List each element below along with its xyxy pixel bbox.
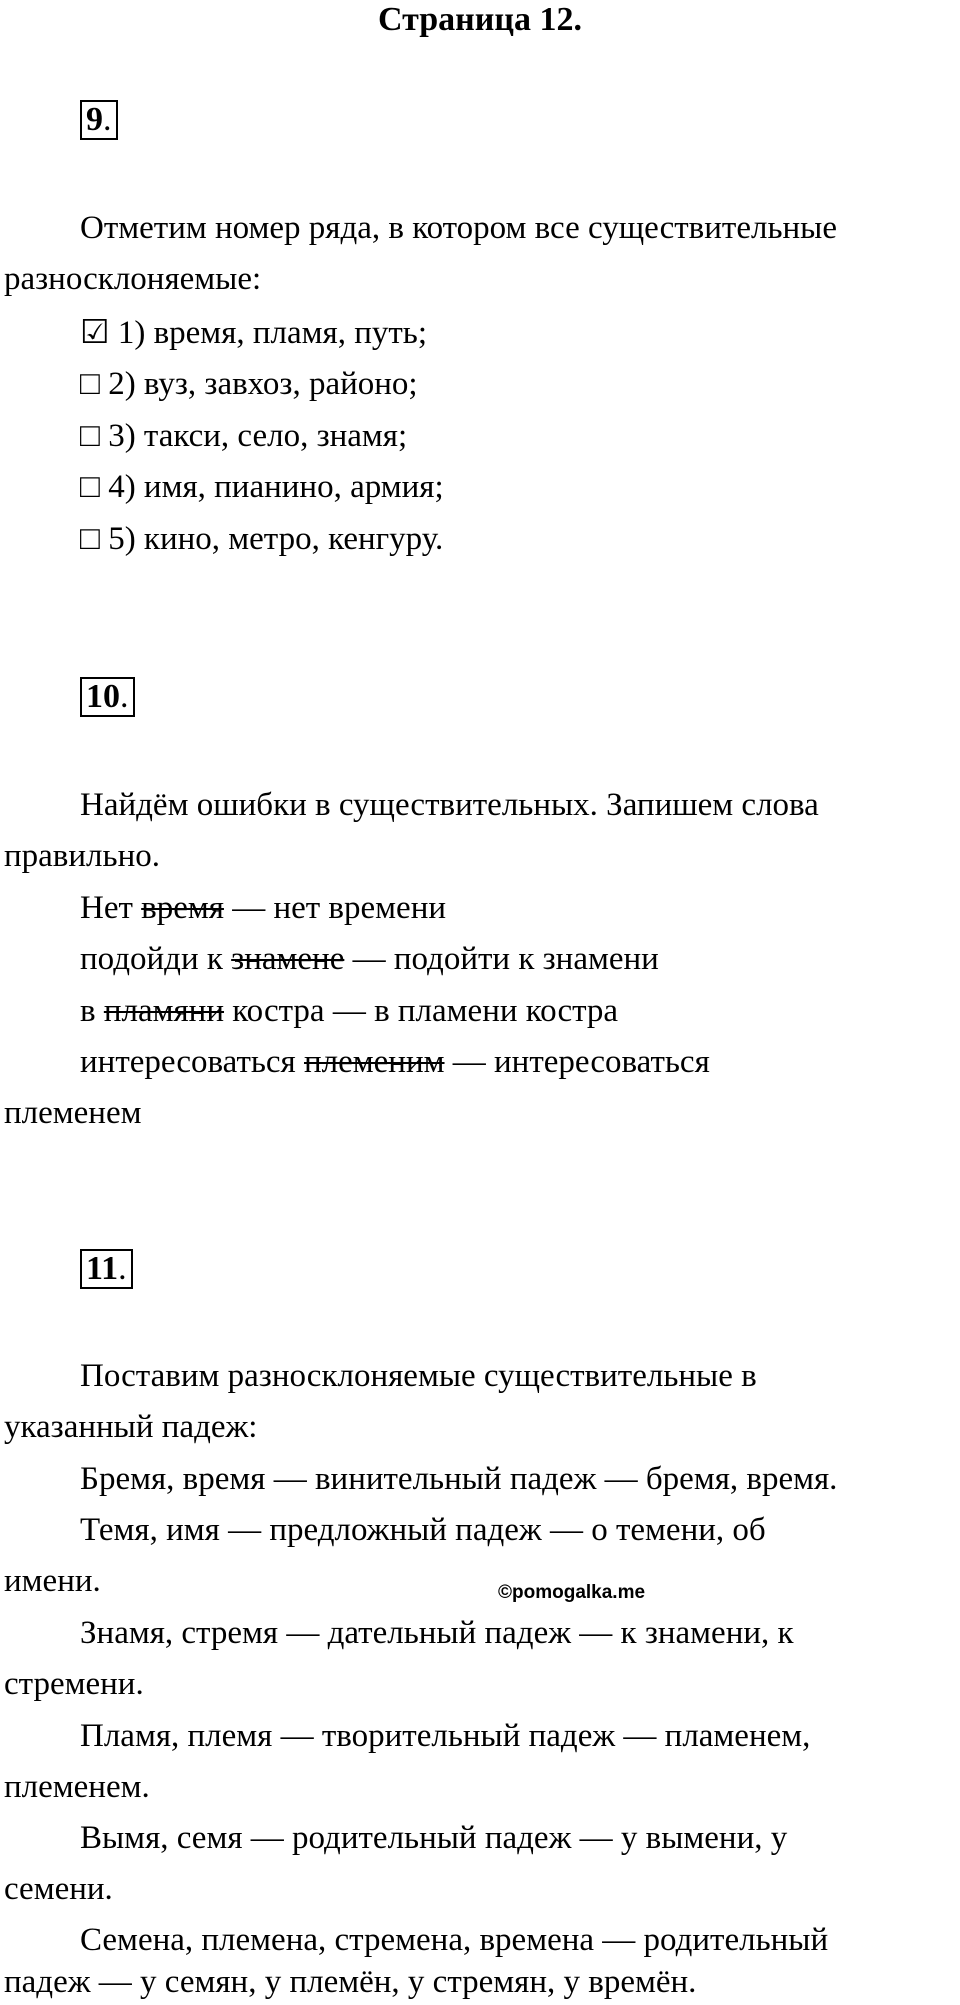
- task-11-line-4: Темя, имя — предложный падеж — о темени, об: [80, 1512, 766, 1548]
- task-10-number: 10: [86, 678, 120, 715]
- task-9-number-box: [80, 100, 118, 140]
- wrong-word: время: [141, 890, 224, 926]
- page-title: Страница 12.: [378, 1, 582, 38]
- watermark: ©pomogalka.me: [498, 1582, 646, 1603]
- task-9-option-2: [80, 364, 418, 404]
- task-10-number-dot: .: [120, 678, 129, 715]
- task-10-intro-line-1: Найдём ошибки в существительных. Запишем слова: [80, 787, 819, 823]
- wrong-word: пламяни: [103, 993, 225, 1029]
- text-after: — интересоваться: [444, 1044, 710, 1080]
- task-9-option-4: [80, 467, 444, 507]
- task-11-number: 11: [86, 1250, 119, 1287]
- task-11-line-11: семени.: [4, 1871, 113, 1907]
- task-10-number-box: [80, 677, 135, 717]
- task-11-line-13: падеж — у семян, у племён, у стремян, у времён.: [4, 1964, 697, 2000]
- option-text: 1) время, пламя, путь;: [109, 315, 428, 351]
- task-11-line-1: Поставим разносклоняемые существительные в: [80, 1358, 757, 1394]
- empty-box-icon: □: [80, 469, 100, 505]
- option-text: 3) такси, село, знамя;: [99, 418, 408, 454]
- checked-box-icon: ☑: [80, 315, 110, 351]
- task-9-option-5: [80, 519, 443, 559]
- text-after: — подойти к знамени: [344, 941, 659, 977]
- task-11-line-9: племенем.: [4, 1769, 150, 1805]
- task-10-correction-3: [80, 991, 618, 1031]
- text-after: — нет времени: [223, 890, 447, 926]
- task-11-line-6: Знамя, стремя — дательный падеж — к знамени, к: [80, 1615, 794, 1651]
- text-after: костра — в пламени костра: [224, 993, 619, 1029]
- task-10-correction-1: [80, 888, 446, 928]
- wrong-word: знамене: [231, 941, 345, 977]
- task-11-line-10: Вымя, семя — родительный падеж — у вымени, у: [80, 1820, 788, 1856]
- text-before: интересоваться: [80, 1044, 304, 1080]
- task-11-line-8: Пламя, племя — творительный падеж — пламенем,: [80, 1718, 811, 1754]
- option-text: 2) вуз, завхоз, районо;: [99, 366, 418, 402]
- task-9-number: 9: [86, 101, 103, 138]
- task-11-line-2: указанный падеж:: [4, 1409, 258, 1445]
- task-10-correction-4-tail: племенем: [4, 1095, 142, 1131]
- empty-box-icon: □: [80, 418, 100, 454]
- task-9-intro-line-1: Отметим номер ряда, в котором все существительные: [80, 210, 837, 246]
- option-text: 4) имя, пианино, армия;: [99, 469, 444, 505]
- task-9-option-3: [80, 416, 407, 456]
- task-11-line-5: имени.: [4, 1563, 101, 1599]
- task-11-line-3: Бремя, время — винительный падеж — бремя, время.: [80, 1461, 838, 1497]
- task-10-correction-2: [80, 939, 659, 979]
- text-before: в: [80, 993, 104, 1029]
- task-9-number-dot: .: [103, 101, 112, 138]
- task-9-option-1: [80, 313, 427, 353]
- task-11-line-7: стремени.: [4, 1666, 144, 1702]
- text-before: Нет: [80, 890, 142, 926]
- task-11-line-12: Семена, племена, стремена, времена — родительный: [80, 1922, 829, 1958]
- task-11-number-box: [80, 1249, 133, 1289]
- empty-box-icon: □: [80, 521, 100, 557]
- task-10-correction-4: [80, 1042, 710, 1082]
- task-11-number-dot: .: [118, 1250, 127, 1287]
- task-9-intro-line-2: разносклоняемые:: [4, 261, 262, 297]
- option-text: 5) кино, метро, кенгуру.: [99, 521, 444, 557]
- text-before: подойди к: [80, 941, 232, 977]
- task-10-intro-line-2: правильно.: [4, 838, 160, 874]
- empty-box-icon: □: [80, 366, 100, 402]
- wrong-word: племеним: [304, 1044, 445, 1080]
